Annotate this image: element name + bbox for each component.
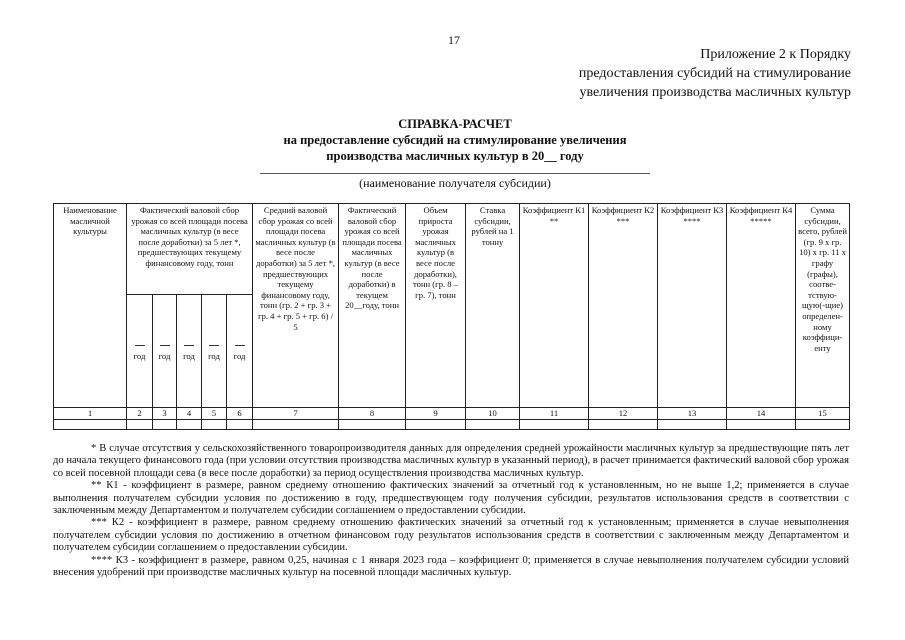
appendix-header [451,45,851,102]
column-number: 14 [727,408,796,420]
footnotes [53,443,849,579]
header-year-3: год [177,295,202,408]
table-cell[interactable] [339,419,406,429]
header-subsidy-rate: Ставка субсидии, рублей на 1 тонну [466,204,520,408]
table-cell[interactable] [406,419,466,429]
column-number: 12 [589,408,658,420]
title-line-3: производства масличных культур в 20__ году [326,149,584,163]
header-actual-harvest-5yrs: Фактический валовой сбор урожая со всей площади посева масличных культур (в весе после доработки) за 5 лет *, предшествующих текущему финансовому году, тонн [127,204,253,295]
table-cell[interactable] [520,419,589,429]
column-number: 8 [339,408,406,420]
footnote-2: ** К1 - коэффициент в размере, равном среднему отношению фактических значений за отчетный год к установленным, но не выше 1,2; применяется в случае выполнения получателем субсидии условия по достижению в году, предшествующем году получения субсидии, результатов использования средств в соответствии с заключенным между Департаментом и получателем субсидии соглашением о предоставлении субсидии. [53,480,849,517]
data-row-empty [54,419,850,429]
page-number: 17 [448,33,460,47]
header-average-harvest: Средний валовой сбор урожая со всей площади посева масличных культур (в весе после доработки) за 5 лет *, предшествующих текущему финансовому году, тонн (гр. 2 + гр. 3 + гр. 4 + гр. 5 + гр. 6) / 5 [253,204,339,408]
column-number: 5 [202,408,227,420]
column-number: 4 [177,408,202,420]
recipient-name-field[interactable] [260,173,650,174]
column-number: 6 [227,408,253,420]
header-coef-k3: Коэффициент К3 **** [658,204,727,408]
column-numbers-row [54,408,850,420]
title-line-1: СПРАВКА-РАСЧЕТ [398,117,512,131]
header-year-1: год [127,295,153,408]
header-coef-k1: Коэффициент К1 ** [520,204,589,408]
header-year-2: год [153,295,177,408]
header-coef-k4: Коэффициент К4 ***** [727,204,796,408]
table-cell[interactable] [796,419,850,429]
header-subsidy-total: Сумма субсидии, всего, рублей (гр. 9 x гр. 10) x гр. 11 x графу (графы), соотве-тствую-щую(-щие) определен-ному коэффици-енту [796,204,850,408]
header-harvest-growth: Объем прироста урожая масличных культур (в весе после доработки), тонн (гр. 8 – гр. 7), тонн [406,204,466,408]
recipient-caption: (наименование получателя субсидии) [359,176,551,190]
appendix-line-1: Приложение 2 к Порядку [700,47,851,62]
header-crop-name: Наименование масличной культуры [54,204,127,408]
column-number: 15 [796,408,850,420]
column-number: 11 [520,408,589,420]
footnote-3: *** К2 - коэффициент в размере, равном среднему отношению фактических значений за отчетный год к установленным; применяется в случае невыполнения получателем субсидии условия по достижению в отчетном финансовом году результатов использования средств в соответствии с заключенным между Департаментом и получателем субсидии соглашением о предоставлении субсидии. [53,517,849,554]
document-title [190,116,720,164]
column-number: 1 [54,408,127,420]
title-line-2: на предоставление субсидий на стимулирование увеличения [283,133,627,147]
table-cell[interactable] [589,419,658,429]
table-cell[interactable] [466,419,520,429]
appendix-line-2: предоставления субсидий на стимулирование [578,66,851,81]
column-number: 2 [127,408,153,420]
header-year-5: год [227,295,253,408]
table-cell[interactable] [177,419,202,429]
table-cell[interactable] [153,419,177,429]
column-number: 7 [253,408,339,420]
table-cell[interactable] [227,419,253,429]
column-number: 3 [153,408,177,420]
table-cell[interactable] [202,419,227,429]
table-cell[interactable] [253,419,339,429]
header-year-4: год [202,295,227,408]
table-cell[interactable] [54,419,127,429]
column-number: 10 [466,408,520,420]
header-coef-k2: Коэффициент К2 *** [589,204,658,408]
column-number: 9 [406,408,466,420]
calculation-table [53,203,850,430]
appendix-line-3: увеличения производства масличных культур [579,85,851,100]
footnote-4: **** К3 - коэффициент в размере, равном 0,25, начиная с 1 января 2023 года – коэффициент 0; применяется в случае невыполнения получателем субсидии условий внесения удобрений при производстве масличных культур на посевной площади масличных культур. [53,554,849,579]
table-cell[interactable] [658,419,727,429]
table-cell[interactable] [127,419,153,429]
column-number: 13 [658,408,727,420]
footnote-1: * В случае отсутствия у сельскохозяйственного товаропроизводителя данных для определения средней урожайности масличных культур за предшествующие пять лет до начала текущего финансового года (при условии отсутствия производства масличных культур в указанный период), в расчет принимается фактический валовой сбор урожая со всей посевной площади сева (в весе после доработки) за период осуществления производства масличных культур. [53,443,849,479]
header-current-harvest: Фактический валовой сбор урожая со всей площади посева масличных культур (в весе после доработки) в текущем 20__году, тонн [339,204,406,408]
table-cell[interactable] [727,419,796,429]
